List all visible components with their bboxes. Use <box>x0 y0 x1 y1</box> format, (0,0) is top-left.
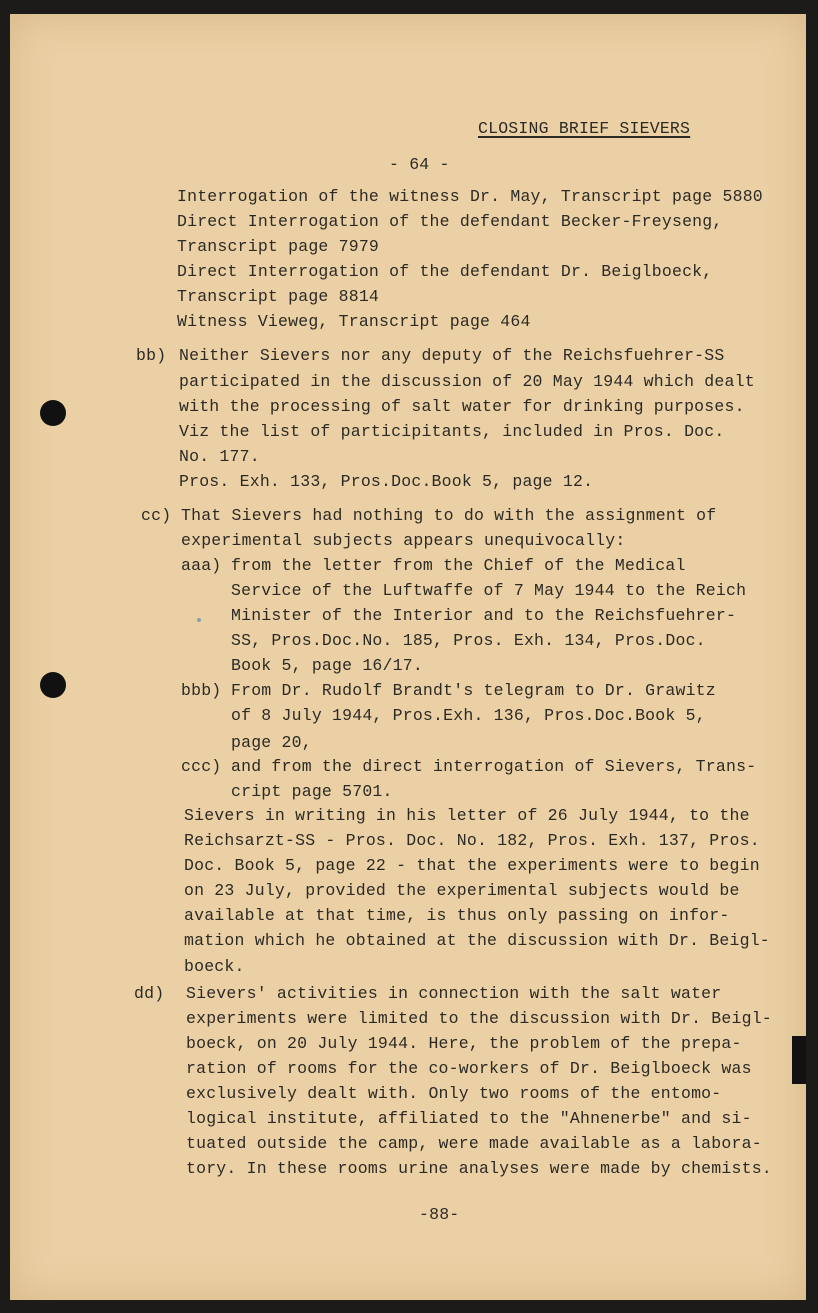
section-dd-label: dd) <box>134 984 165 1003</box>
section-bb-line: with the processing of salt water for drinking purposes. <box>179 397 745 416</box>
section-dd-line: logical institute, affiliated to the "Ahnenerbe" and si- <box>186 1109 752 1128</box>
page-number: - 64 - <box>389 155 450 174</box>
item-bbb-label: bbb) <box>181 681 222 700</box>
punch-hole-top <box>40 400 66 426</box>
item-bbb-line: From Dr. Rudolf Brandt's telegram to Dr. Grawitz <box>231 681 716 700</box>
punch-hole-bottom <box>40 672 66 698</box>
item-ccc-line: cript page 5701. <box>231 782 393 801</box>
section-cc-closing-line: Doc. Book 5, page 22 - that the experiments were to begin <box>184 856 760 875</box>
intro-line: Interrogation of the witness Dr. May, Transcript page 5880 <box>177 187 763 206</box>
section-cc-label: cc) <box>141 506 172 525</box>
section-bb-line: participated in the discussion of 20 May 1944 which dealt <box>179 372 755 391</box>
section-bb-line: Neither Sievers nor any deputy of the Reichsfuehrer-SS <box>179 346 725 365</box>
item-aaa-line: from the letter from the Chief of the Medical <box>231 556 686 575</box>
section-dd-line: experiments were limited to the discussion with Dr. Beigl- <box>186 1009 772 1028</box>
section-dd-line: Sievers' activities in connection with the salt water <box>186 984 722 1003</box>
ink-dot <box>197 618 201 622</box>
section-cc-line: That Sievers had nothing to do with the assignment of <box>181 506 717 525</box>
page-edge-notch <box>792 1036 806 1084</box>
section-bb-line: Pros. Exh. 133, Pros.Doc.Book 5, page 12. <box>179 472 594 491</box>
document-title: CLOSING BRIEF SIEVERS <box>478 119 691 138</box>
section-bb-line: Viz the list of participitants, included in Pros. Doc. <box>179 422 725 441</box>
intro-line: Direct Interrogation of the defendant Dr. Beiglboeck, <box>177 262 713 281</box>
item-aaa-line: Book 5, page 16/17. <box>231 656 423 675</box>
section-cc-closing-line: mation which he obtained at the discussion with Dr. Beigl- <box>184 931 770 950</box>
section-dd-line: ration of rooms for the co-workers of Dr. Beiglboeck was <box>186 1059 752 1078</box>
section-bb-line: No. 177. <box>179 447 260 466</box>
intro-line: Transcript page 8814 <box>177 287 380 306</box>
intro-line: Transcript page 7979 <box>177 237 380 256</box>
section-cc-closing-line: Reichsarzt-SS - Pros. Doc. No. 182, Pros. Exh. 137, Pros. <box>184 831 760 850</box>
section-dd-line: tory. In these rooms urine analyses were made by chemists. <box>186 1159 772 1178</box>
item-aaa-line: SS, Pros.Doc.No. 185, Pros. Exh. 134, Pros.Doc. <box>231 631 706 650</box>
item-ccc-line: and from the direct interrogation of Sievers, Trans- <box>231 757 757 776</box>
item-bbb-line: of 8 July 1944, Pros.Exh. 136, Pros.Doc.Book 5, <box>231 706 706 725</box>
section-cc-line: experimental subjects appears unequivocally: <box>181 531 626 550</box>
section-dd-line: exclusively dealt with. Only two rooms of the entomo- <box>186 1084 722 1103</box>
section-cc-closing-line: available at that time, is thus only passing on infor- <box>184 906 730 925</box>
item-aaa-line: Minister of the Interior and to the Reichsfuehrer- <box>231 606 737 625</box>
section-cc-closing-line: boeck. <box>184 957 245 976</box>
section-dd-line: boeck, on 20 July 1944. Here, the problem of the prepa- <box>186 1034 742 1053</box>
item-aaa-label: aaa) <box>181 556 222 575</box>
section-bb-label: bb) <box>136 346 167 365</box>
intro-line: Witness Vieweg, Transcript page 464 <box>177 312 531 331</box>
footer-page-mark: -88- <box>419 1205 460 1224</box>
section-dd-line: tuated outside the camp, were made available as a labora- <box>186 1134 762 1153</box>
item-ccc-label: ccc) <box>181 757 222 776</box>
section-cc-closing-line: Sievers in writing in his letter of 26 July 1944, to the <box>184 806 750 825</box>
item-bbb-line: page 20, <box>231 733 312 752</box>
intro-line: Direct Interrogation of the defendant Becker-Freyseng, <box>177 212 723 231</box>
section-cc-closing-line: on 23 July, provided the experimental subjects would be <box>184 881 740 900</box>
item-aaa-line: Service of the Luftwaffe of 7 May 1944 to the Reich <box>231 581 747 600</box>
